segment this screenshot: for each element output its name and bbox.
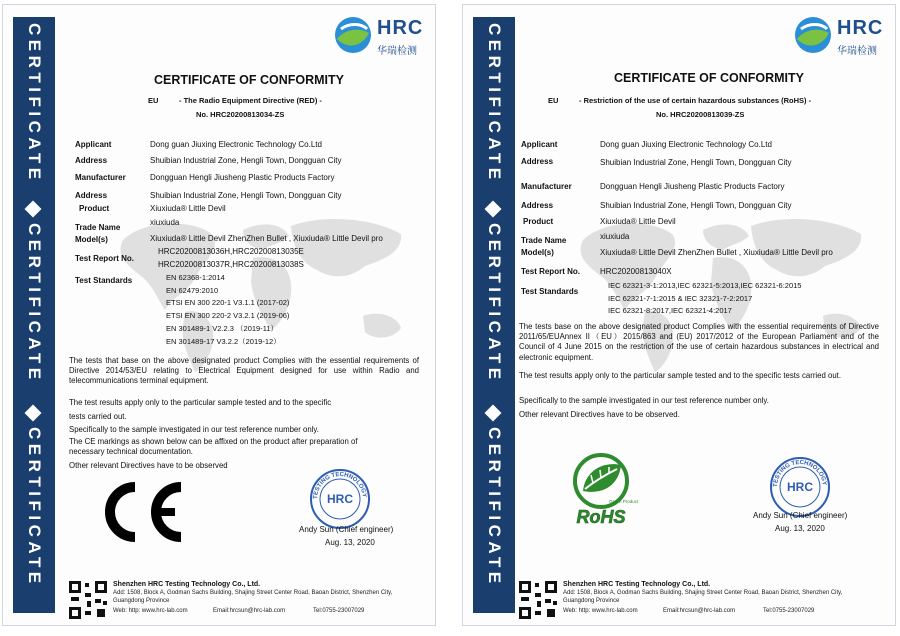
diamond-icon (25, 405, 42, 422)
trade-name-value: xiuxiuda (600, 232, 630, 241)
certificate-rohs (462, 4, 896, 626)
testing-seal (309, 468, 371, 530)
side-band (13, 17, 55, 613)
footer-address: Add: 1508, Block A, Godman Sachs Building, Shajing Street Center Road, Baoan District, Shenzhen City, (113, 590, 393, 596)
standards-label: Test Standards (521, 287, 579, 296)
footer-company: Shenzhen HRC Testing Technology Co., Ltd. (113, 581, 261, 588)
models-value: Xiuxiuda® Little Devil ZhenZhen Bullet , Xiuxiuda® Little Devil pro (600, 248, 833, 257)
applicant-value: Dong guan Jiuxing Electronic Technology Co.Ltd (150, 140, 322, 149)
address-label: Address (521, 157, 554, 166)
address-label: Address (75, 191, 108, 200)
certificate-title: CERTIFICATE OF CONFORMITY (613, 71, 805, 85)
models-label: Model(s) (75, 235, 108, 244)
report-label: Test Report No. (521, 267, 580, 276)
testing-seal (769, 456, 831, 518)
signer-name: Andy Sun (Chief engineer) (753, 511, 848, 520)
footer-address-2: Guangdong Province (113, 598, 170, 604)
qr-code (67, 579, 109, 621)
report-value: HRC20200813040X (600, 267, 672, 276)
applicant-value: Dong guan Jiuxing Electronic Technology Co.Ltd (600, 140, 772, 149)
address-value: Shuibian Industrial Zone, Hengli Town, Dongguan City (600, 201, 792, 210)
standard-item: EN 301489-1 V2.2.3 （2019-11） (166, 324, 279, 333)
trade-name-label: Trade Name (521, 236, 567, 245)
band-word: CERTIFICATE (485, 23, 504, 184)
footer-tel: Tel:0755-23007029 (313, 608, 365, 614)
address-label: Address (75, 156, 108, 165)
product-label: Product (523, 217, 554, 226)
trade-name-label: Trade Name (75, 223, 121, 232)
marking-statement: The CE markings as shown below can be affixed on the product after preparation of necessary technical documentation. (69, 437, 358, 457)
footer-email: Email:hrcsun@hrc-lab.com (213, 608, 286, 614)
seal-text: HRC (327, 492, 353, 506)
hrc-logo (333, 15, 428, 57)
logo-subtitle: 华瑞检测 (377, 46, 417, 57)
band-word: CERTIFICATE (25, 223, 44, 384)
applicant-label: Applicant (75, 140, 112, 149)
standard-item: EN 62479:2010 (166, 286, 219, 295)
rohs-ring-text: Green Product (609, 499, 639, 504)
certificate-number: No. HRC20200813034-ZS (196, 110, 285, 119)
product-label: Product (79, 204, 110, 213)
address-value: Shuibian Industrial Zone, Hengli Town, Dongguan City (600, 158, 792, 167)
qr-code-icon (67, 579, 109, 621)
applicant-label: Applicant (521, 140, 558, 149)
footer-tel: Tel:0755-23007029 (763, 608, 815, 614)
scope-statement-end: tests carried out. (69, 412, 127, 421)
diamond-icon (485, 201, 502, 218)
ce-mark-text: CE (95, 481, 97, 482)
side-band (473, 17, 515, 613)
directives-note: Other relevant Directives have to be observed (69, 461, 228, 470)
directive-prefix: EU (548, 96, 559, 105)
directive: - Restriction of the use of certain hazardous substances (RoHS) - (579, 96, 812, 105)
product-value: Xiuxiuda® Little Devil (150, 204, 226, 213)
sample-statement: Specifically to the sample investigated in our test reference number only. (519, 396, 769, 405)
logo-brand: HRC (377, 17, 424, 39)
rohs-text: RoHS (576, 507, 626, 527)
standard-item: IEC 62321-7-1:2015 & IEC 32321-7-2:2017 (608, 294, 753, 303)
manufacturer-label: Manufacturer (75, 173, 126, 182)
compliance-statement: The tests that base on the above designated product Complies with the essential requirements of Directive 2014/53/EU relating to Electrical Equipment designed for use within Radio and telecommunications terminal equipment. (69, 356, 419, 386)
logo-brand: HRC (837, 17, 884, 39)
standard-item: EN 62368-1:2014 (166, 273, 225, 282)
rohs-logo (563, 453, 639, 527)
footer-address: Add: 1508, Block A, Godman Sachs Building, Shajing Street Center Road, Baoan District, Shenzhen City, (563, 590, 843, 596)
standard-item: IEC 62321-8:2017,IEC 62321-4:2017 (608, 306, 732, 315)
certificate-title: CERTIFICATE OF CONFORMITY (153, 73, 345, 87)
footer-web: Web: http: www.hrc-lab.com (113, 608, 188, 614)
standard-item: ETSI EN 300 220-1 V3.1.1 (2017-02) (166, 298, 290, 307)
directives-note: Other relevant Directives have to be observed. (519, 410, 680, 419)
report-line: HRC20200813036H,HRC20200813035E (158, 247, 304, 256)
report-line: HRC20200813037R,HRC20200813038S (158, 260, 304, 269)
seal-ring-text: TESTING TECHNOLOGY (772, 459, 827, 488)
sign-date: Aug. 13, 2020 (775, 524, 825, 533)
standards-label: Test Standards (75, 276, 133, 285)
world-map-watermark (103, 200, 423, 380)
address-label: Address (521, 201, 554, 210)
diamond-icon (25, 201, 42, 218)
band-word: CERTIFICATE (25, 427, 44, 588)
trade-name-value: xiuxiuda (150, 218, 180, 227)
certificate-red (2, 4, 436, 626)
hrc-logo (793, 15, 888, 57)
manufacturer-value: Dongguan Hengli Jiusheng Plastic Products Factory (600, 182, 785, 191)
footer-email: Email:hrcsun@hrc-lab.com (663, 608, 736, 614)
standard-item: IEC 62321-3-1:2013,IEC 62321-5:2013,IEC 62321-6:2015 (608, 281, 802, 290)
footer-address-2: Guangdong Province (563, 598, 620, 604)
scope-statement: The test results apply only to the particular sample tested and to the specific (69, 398, 332, 407)
signer-name: Andy Sun (Chief engineer) (299, 525, 394, 534)
footer-web: Web: http: www.hrc-lab.com (563, 608, 638, 614)
hrc-logo-icon (333, 15, 373, 55)
product-value: Xiuxiuda® Little Devil (600, 217, 676, 226)
address-value: Shuibian Industrial Zone, Hengli Town, Dongguan City (150, 156, 342, 165)
sample-statement: Specifically to the sample investigated in our test reference number only. (69, 425, 319, 434)
band-word: CERTIFICATE (485, 427, 504, 588)
report-label: Test Report No. (75, 254, 134, 263)
directive-prefix: EU (148, 96, 159, 105)
directive: - The Radio Equipment Directive (RED) - (179, 96, 322, 105)
manufacturer-value: Dongguan Hengli Jiusheng Plastic Products Factory (150, 173, 335, 182)
sign-date: Aug. 13, 2020 (325, 538, 375, 547)
seal-text: HRC (787, 480, 813, 494)
scope-statement: The test results apply only to the particular sample tested and to the specific tests carried out. (519, 371, 842, 380)
manufacturer-label: Manufacturer (521, 182, 572, 191)
logo-subtitle: 华瑞检测 (837, 46, 877, 57)
seal-ring-text: TESTING TECHNOLOGY (312, 471, 367, 500)
footer-company: Shenzhen HRC Testing Technology Co., Ltd. (563, 581, 711, 588)
standard-item: ETSI EN 300 220-2 V3.2.1 (2019-06) (166, 311, 290, 320)
address-value: Shuibian Industrial Zone, Hengli Town, Dongguan City (150, 191, 342, 200)
band-word: CERTIFICATE (25, 23, 44, 184)
certificate-number: No. HRC20200813039-ZS (656, 110, 745, 119)
models-label: Model(s) (521, 248, 554, 257)
qr-code-icon (517, 579, 559, 621)
band-word: CERTIFICATE (485, 223, 504, 384)
models-value: Xiuxiuda® Little Devil ZhenZhen Bullet , Xiuxiuda® Little Devil pro (150, 234, 383, 243)
qr-code (517, 579, 559, 621)
ce-mark (95, 481, 187, 543)
diamond-icon (485, 405, 502, 422)
standard-item: EN 301489-17 V3.2.2（2019-12） (166, 337, 281, 346)
compliance-statement: The tests base on the above designated product Complies with the essential requirements of Directive 2011/65/EUAnnex II（EU）2015/863 and (EU) 2017/2012 of the European Parliament and of the Council of 4 June 2015 on the restriction of the use of certain hazardous substances in electrical and electronic equipment. (519, 322, 879, 362)
hrc-logo-icon (793, 15, 833, 55)
